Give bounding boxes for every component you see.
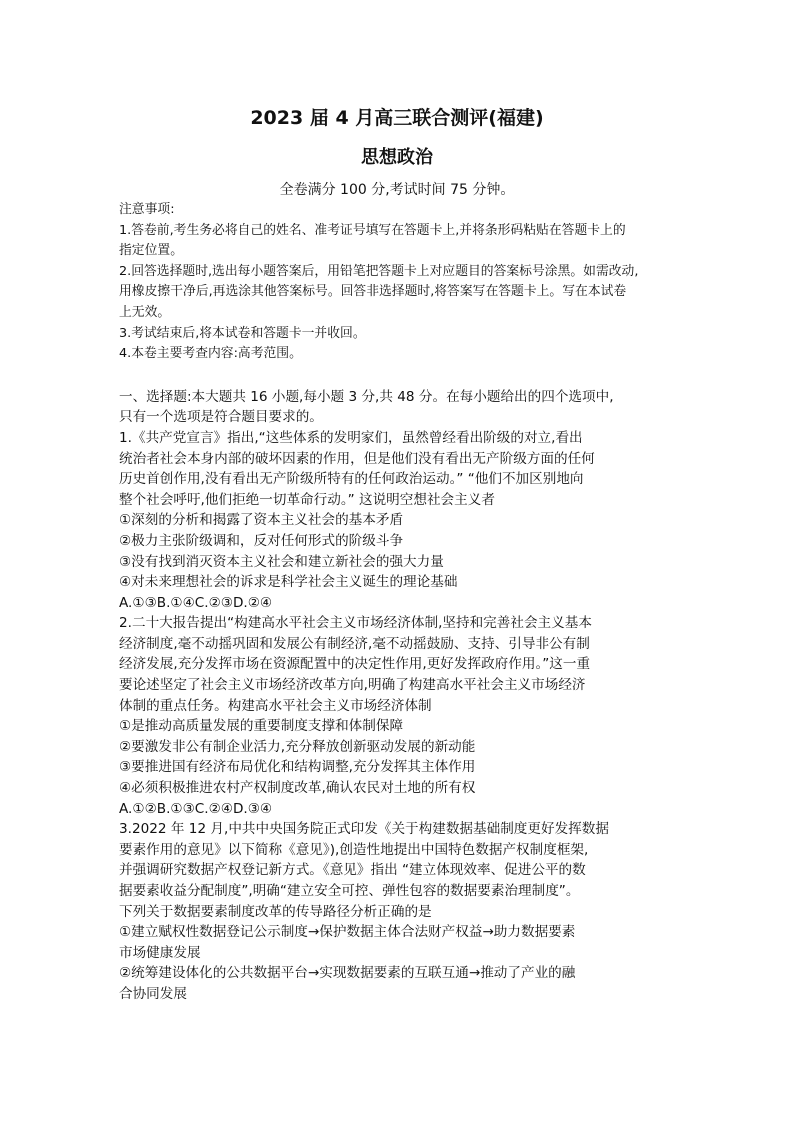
question-2-stem: 要论述坚定了社会主义市场经济改革方向,明确了构建高水平社会主义市场经济 [119, 677, 586, 694]
question-3-option: 市场健康发展 [119, 944, 201, 961]
note-line: 上无效。 [119, 304, 171, 320]
question-3-stem: 要素作用的意见》以下简称《意见》),创造性地提出中国特色数据产权制度框架, [119, 841, 589, 858]
question-1-option: ④对未来理想社会的诉求是科学社会主义诞生的理论基础 [119, 574, 458, 591]
section-spacer [119, 365, 694, 387]
question-2-stem: 体制的重点任务。构建高水平社会主义市场经济体制 [119, 697, 432, 714]
question-1-stem: 统治者社会本身内部的破坏因素的作用，但是他们没有看出无产阶级方面的任何 [119, 450, 595, 467]
question-3-option: ①建立赋权性数据登记公示制度→保护数据主体合法财产权益→助力数据要素 [119, 924, 576, 941]
note-line: 2.回答选择题时,选出每小题答案后，用铅笔把答题卡上对应题目的答案标号涂黑。如需改动, [119, 263, 639, 279]
question-1-stem: 整个社会呼吁,他们拒绝一切革命行动。” 这说明空想社会主义者 [119, 491, 495, 508]
question-2-option: ②要激发非公有制企业活力,充分释放创新驱动发展的新动能 [119, 738, 476, 755]
question-2-stem: 经济发展,充分发挥市场在资源配置中的决定性作用,更好发挥政府作用。”这一重 [119, 656, 591, 673]
section-heading: 一、选择题:本大题共 16 小题,每小题 3 分,共 48 分。在每小题给出的四个选项中, [119, 388, 614, 405]
note-line: 用橡皮擦干净后,再选涂其他答案标号。回答非选择题时,将答案写在答题卡上。写在本试卷 [119, 284, 627, 300]
question-2-option: ①是推动高质量发展的重要制度支撑和体制保障 [119, 718, 404, 735]
note-line: 4.本卷主要考查内容:高考范围。 [119, 346, 302, 362]
question-1-stem: 历史首创作用,没有看出无产阶级所特有的任何政治运动。” “他们不加区别地向 [119, 471, 584, 488]
questions-section [119, 387, 694, 1005]
question-3-stem: 并强调研究数据产权登记新方式。《意见》指出 “建立体现效率、促进公平的数 [119, 862, 586, 879]
question-3-stem: 据要素收益分配制度”,明确“建立安全可控、弹性包容的数据要素治理制度”。 [119, 883, 580, 899]
question-2-answers: A.①②B.①③C.②④D.③④ [119, 800, 273, 817]
question-1-option: ③没有找到消灭资本主义社会和建立新社会的强大力量 [119, 553, 444, 570]
question-2-option: ④必须积极推进农村产权制度改革,确认农民对土地的所有权 [119, 780, 476, 797]
exam-title: 2023 届 4 月高三联合测评(福建) [250, 107, 544, 129]
question-1-option: ①深刻的分析和揭露了资本主义社会的基本矛盾 [119, 512, 404, 529]
section-heading: 只有一个选项是符合题目要求的。 [119, 409, 323, 426]
note-line: 1.答卷前,考生务必将自己的姓名、准考证号填写在答题卡上,并将条形码粘贴在答题卡上的 [119, 222, 626, 238]
question-3-option: 合协同发展 [119, 985, 187, 1002]
exam-meta: 全卷满分 100 分,考试时间 75 分钟。 [279, 182, 515, 198]
subject-title: 思想政治 [361, 147, 433, 168]
question-2-option: ③要推进国有经济布局优化和结构调整,充分发挥其主体作用 [119, 759, 476, 776]
notes-section [119, 200, 694, 365]
question-3-option: ②统筹建设体化的公共数据平台→实现数据要素的互联互通→推动了产业的融 [119, 965, 576, 982]
question-3-stem: 下列关于数据要素制度改革的传导路径分析正确的是 [119, 903, 432, 920]
question-3-stem: 3.2022 年 12 月,中共中央国务院正式印发《关于构建数据基础制度更好发挥数据 [119, 821, 609, 838]
question-2-stem: 经济制度,毫不动摇巩固和发展公有制经济,毫不动摇鼓励、支持、引导非公有制 [119, 635, 590, 652]
notes-heading: 注意事项: [119, 202, 175, 217]
note-line: 3.考试结束后,将本试卷和答题卡一并收回。 [119, 325, 366, 341]
question-1-option: ②极力主张阶级调和，反对任何形式的阶级斗争 [119, 532, 404, 549]
question-1-answers: A.①③B.①④C.②③D.②④ [119, 594, 273, 611]
exam-content [119, 200, 694, 1005]
note-line: 指定位置。 [119, 243, 183, 259]
question-2-stem: 2.二十大报告提出“构建高水平社会主义市场经济体制,坚持和完善社会主义基本 [119, 615, 592, 632]
question-1-stem: 1.《共产党宣言》指出,“这些体系的发明家们，虽然曾经看出阶级的对立,看出 [119, 429, 583, 446]
